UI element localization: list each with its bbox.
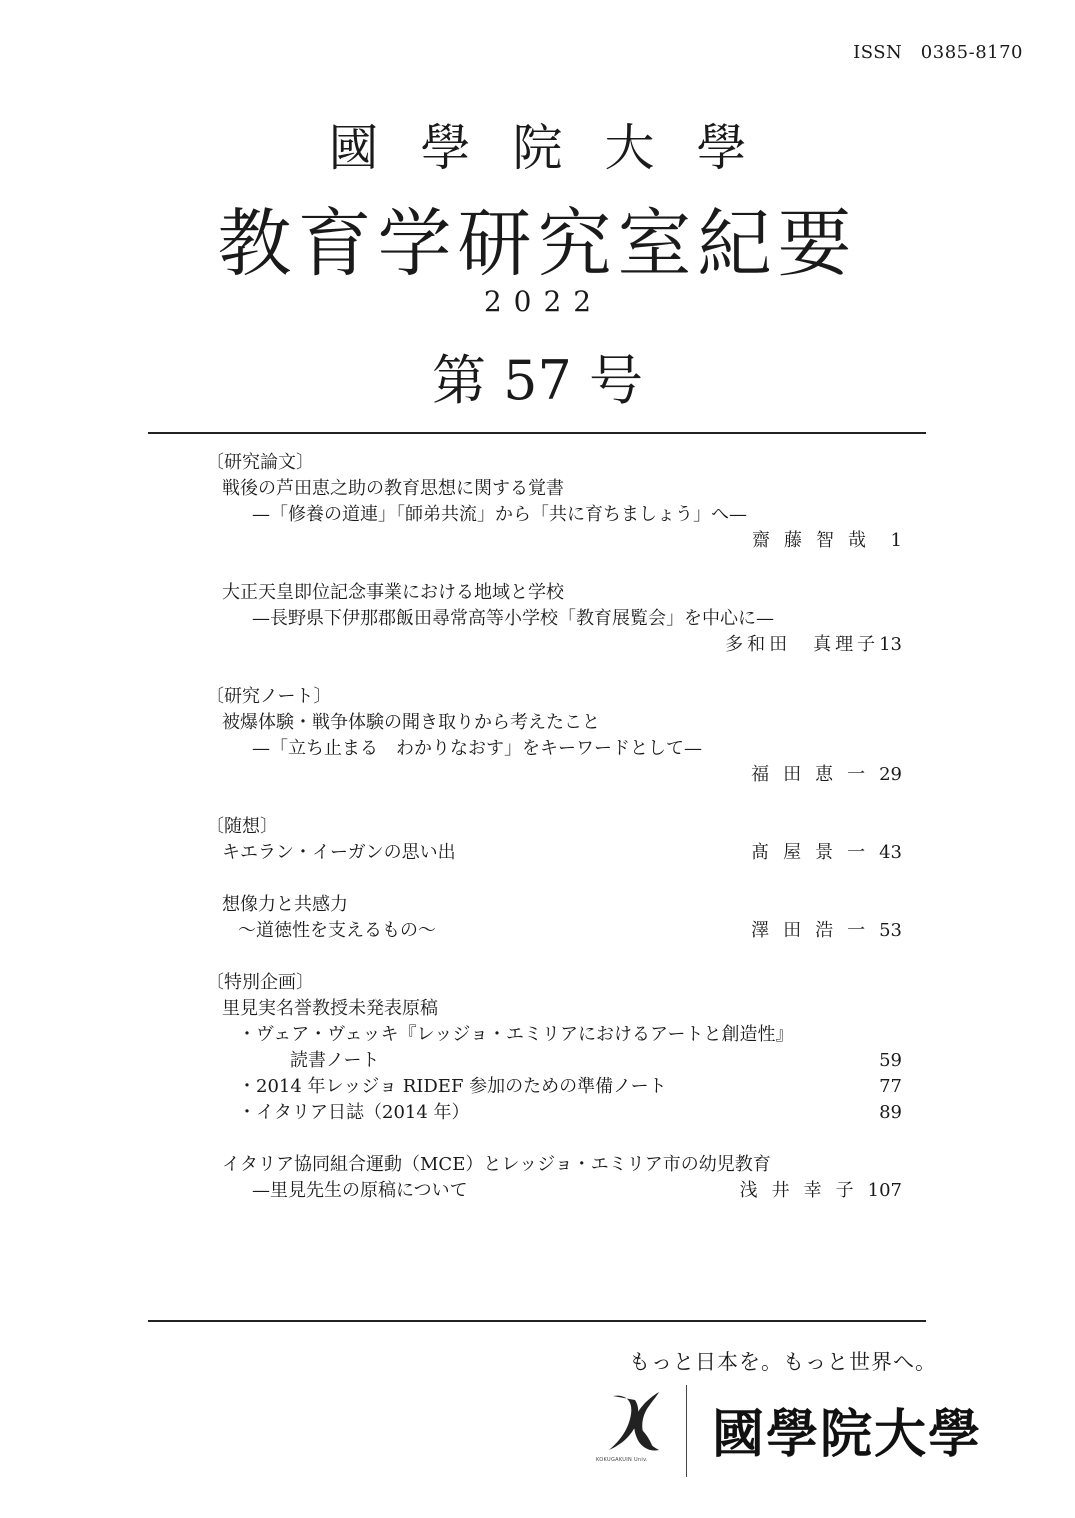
article-author: 福田恵一: [751, 764, 880, 785]
issn: ISSN 0385-8170: [853, 42, 1023, 63]
page-number: 1: [890, 530, 902, 551]
toc-section-research-papers: [206, 450, 902, 658]
article-title[interactable]: 想像力と共感力: [222, 894, 348, 915]
article-title[interactable]: 大正天皇即位記念事業における地域と学校: [222, 582, 564, 603]
page-number: 13: [879, 634, 902, 655]
article-title[interactable]: 被爆体験・戦争体験の聞き取りから考えたこと: [222, 712, 600, 733]
page-number: 53: [879, 920, 902, 941]
article-author: 髙屋景一: [751, 842, 880, 863]
page-number: 43: [879, 842, 902, 863]
feature-item-title[interactable]: ・イタリア日誌（2014 年）: [238, 1102, 470, 1123]
toc-section-special-feature: [206, 970, 902, 1204]
article-author: 澤田浩一: [751, 920, 880, 941]
article-subtitle: —「立ち止まる わかりなおす」をキーワードとして—: [252, 738, 702, 759]
toc-section-essays: [206, 814, 902, 944]
section-header: 〔研究論文〕: [206, 452, 314, 473]
feature-item-title[interactable]: ・2014 年レッジョ RIDEF 参加のための準備ノート: [238, 1076, 667, 1097]
article-subtitle: —「修養の道連」「師弟共流」から「共に育ちましょう」へ—: [252, 504, 747, 525]
article-subtitle: ～道徳性を支えるもの～: [238, 920, 436, 941]
page-number: 29: [879, 764, 902, 785]
table-of-contents: [206, 450, 902, 1204]
article-title[interactable]: キエラン・イーガンの思い出: [222, 842, 456, 863]
kokugakuin-k-logo-icon: [603, 1388, 665, 1456]
logo-wordmark: 國學院大學: [712, 1405, 983, 1465]
issue-number: 第 57 号: [431, 349, 644, 412]
feature-title[interactable]: 里見実名誉教授未発表原稿: [222, 998, 438, 1019]
section-header: 〔研究ノート〕: [206, 686, 332, 707]
article-author: 齋藤智哉: [752, 530, 880, 551]
logo-subtext: KOKUGAKUIN Univ.: [596, 1457, 648, 1463]
page-number: 59: [879, 1050, 902, 1071]
bottom-divider: [148, 1320, 926, 1322]
toc-section-research-notes: [206, 684, 902, 788]
journal-title: 教育学研究室紀要: [217, 201, 858, 287]
feature-item-title[interactable]: ・ヴェア・ヴェッキ『レッジョ・エミリアにおけるアートと創造性』: [238, 1024, 794, 1045]
top-divider: [148, 432, 926, 434]
journal-year: 2022: [483, 285, 604, 318]
page-number: 89: [879, 1102, 902, 1123]
section-header: 〔特別企画〕: [206, 972, 314, 993]
page-number: 77: [879, 1076, 902, 1097]
logo-divider: [686, 1385, 687, 1477]
article-title[interactable]: イタリア協同組合運動（MCE）とレッジョ・エミリア市の幼児教育: [222, 1154, 771, 1175]
article-title[interactable]: 戦後の芦田恵之助の教育思想に関する覚書: [222, 478, 564, 499]
article-author: 多和田 真理子: [725, 634, 880, 655]
article-author: 浅井幸子: [739, 1180, 868, 1201]
section-header: 〔随想〕: [206, 816, 278, 837]
page-number: 107: [867, 1180, 902, 1201]
article-subtitle: —里見先生の原稿について: [252, 1180, 468, 1201]
slogan: もっと日本を。もっと世界へ。: [629, 1350, 937, 1374]
feature-item-title-cont: 読書ノート: [290, 1050, 380, 1071]
university-name-heading: 國學院大學: [328, 119, 789, 177]
article-subtitle: —長野県下伊那郡飯田尋常高等小学校「教育展覧会」を中心に—: [252, 608, 774, 629]
